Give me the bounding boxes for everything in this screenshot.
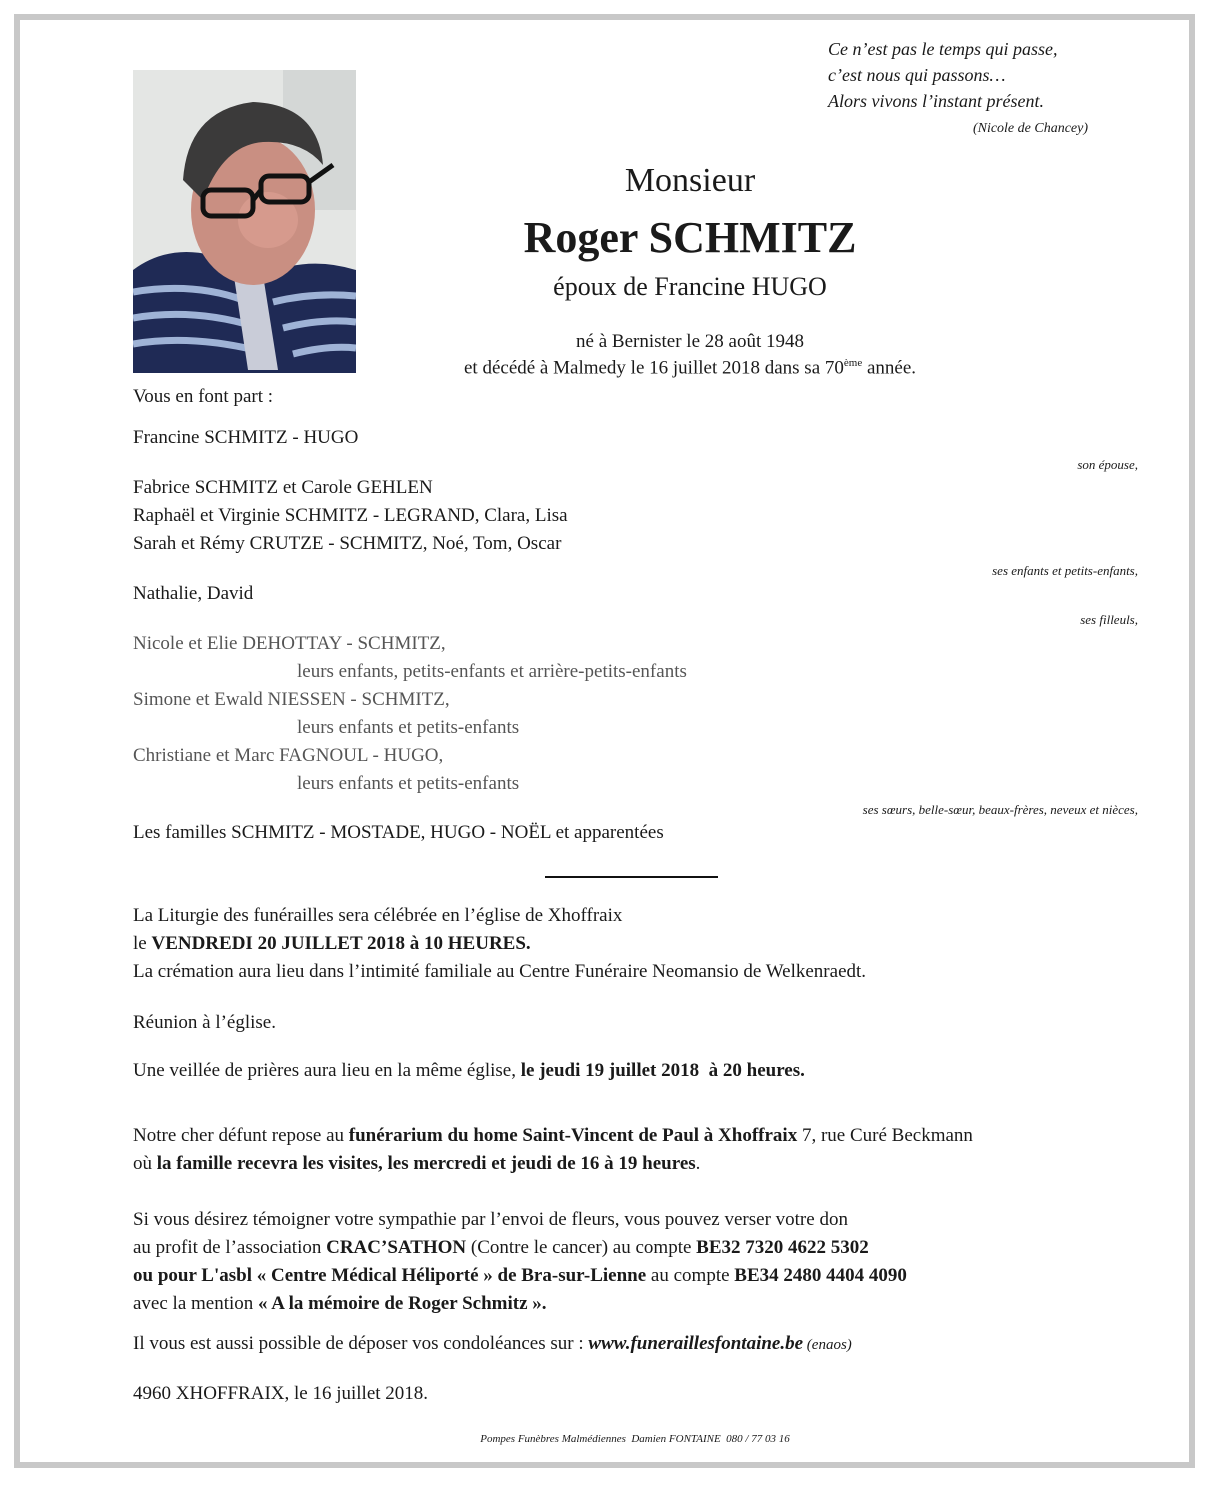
vigil-text: Une veillée de prières aura lieu en la même église, — [133, 1060, 521, 1081]
sibling-names: Simone et Ewald NIESSEN - SCHMITZ, — [133, 689, 450, 710]
child-line: Sarah et Rémy CRUTZE - SCHMITZ, Noé, Tom, Oscar — [133, 533, 562, 554]
divider — [545, 876, 718, 878]
sibling-names: Nicole et Elie DEHOTTAY - SCHMITZ, — [133, 633, 446, 654]
quote — [828, 36, 1057, 114]
announce-intro: Vous en font part : — [133, 386, 274, 407]
donation-line-4 — [133, 1293, 547, 1315]
death-line — [380, 357, 1000, 379]
donation-text: au profit de l’association — [133, 1237, 327, 1258]
death-text: et décédé à Malmedy le 16 juillet 2018 dans sa 70 — [463, 357, 844, 379]
visits-end: . — [695, 1153, 701, 1174]
donation-account: BE34 2480 4404 4090 — [734, 1265, 907, 1286]
donation-assoc: CRAC’SATHON — [326, 1237, 467, 1258]
funeral-line-3: La crémation aura lieu dans l’intimité familiale au Centre Funéraire Neomansio de Welkenraedt. — [133, 961, 867, 982]
deceased-name: Roger SCHMITZ — [523, 213, 857, 262]
portrait-photo — [133, 70, 356, 373]
donation-account: BE32 7320 4622 5302 — [696, 1237, 869, 1258]
funeral-line-1: La Liturgie des funérailles sera célébrée en l’église de Xhoffraix — [133, 905, 623, 926]
sibling-names: Christiane et Marc FAGNOUL - HUGO, — [133, 745, 444, 766]
child-line: Raphaël et Virginie SCHMITZ - LEGRAND, Clara, Lisa — [133, 505, 568, 526]
condolences-link[interactable]: www.funeraillesfontaine.be — [588, 1333, 804, 1354]
donation-assoc: ou pour L'asbl « Centre Médical Héliporté » de Bra-sur-Lienne — [133, 1265, 647, 1286]
vigil-line — [133, 1060, 805, 1082]
godchildren: Nathalie, David — [133, 583, 254, 604]
sibling-desc: leurs enfants et petits-enfants — [297, 717, 520, 738]
donation-line-2 — [133, 1237, 869, 1259]
donation-line-1: Si vous désirez témoigner votre sympathie par l’envoi de fleurs, vous pouvez verser votre don — [133, 1209, 848, 1230]
children-role: ses enfants et petits-enfants, — [992, 563, 1138, 578]
donation-text: (Contre le cancer) au compte — [466, 1237, 697, 1258]
funeral-prefix: le — [133, 933, 152, 954]
siblings-role: ses sœurs, belle-sœur, beaux-frères, neveux et nièces, — [862, 802, 1138, 817]
visits-place: funérarium du home Saint-Vincent de Paul à Xhoffraix — [348, 1125, 798, 1146]
quote-line: Alors vivons l’instant présent. — [828, 91, 1044, 111]
vigil-date: le jeudi 19 juillet 2018 à 20 heures. — [520, 1060, 805, 1081]
sibling-desc: leurs enfants, petits-enfants et arrière-petits-enfants — [297, 661, 687, 682]
footer: Pompes Funèbres Malmédiennes Damien FONTAINE 080 / 77 03 16 — [480, 1433, 790, 1445]
godchildren-role: ses filleuls, — [1080, 612, 1138, 627]
quote-line: c’est nous qui passons… — [828, 65, 1006, 85]
visits-text: Notre cher défunt repose au — [133, 1125, 349, 1146]
donation-text: au compte — [646, 1265, 735, 1286]
visits-address: 7, rue Curé Beckmann — [797, 1125, 973, 1146]
donation-text: avec la mention — [133, 1293, 259, 1314]
spouse-name: Francine SCHMITZ - HUGO — [133, 427, 359, 448]
funeral-date: VENDREDI 20 JUILLET 2018 à 10 HEURES. — [151, 933, 531, 954]
place-date: 4960 XHOFFRAIX, le 16 juillet 2018. — [133, 1383, 429, 1404]
visits-text: où — [133, 1153, 157, 1174]
visits-line-1 — [133, 1125, 973, 1147]
spouse-line: époux de Francine HUGO — [553, 272, 827, 301]
condolences-suffix: (enaos) — [803, 1337, 852, 1353]
condolences-text: Il vous est aussi possible de déposer vos condoléances sur : — [133, 1333, 589, 1354]
portrait-icon — [133, 70, 356, 373]
sibling-desc: leurs enfants et petits-enfants — [297, 773, 520, 794]
funeral-line-2 — [133, 933, 531, 955]
birth-line: né à Bernister le 28 août 1948 — [576, 331, 804, 352]
condolences-line — [133, 1333, 852, 1355]
reunion-line: Réunion à l’église. — [133, 1012, 276, 1033]
death-superscript: ème — [843, 357, 863, 369]
visits-hours: la famille recevra les visites, les mercredi et jeudi de 16 à 19 heures — [156, 1153, 696, 1174]
child-line: Fabrice SCHMITZ et Carole GEHLEN — [133, 477, 433, 498]
families-line: Les familles SCHMITZ - MOSTADE, HUGO - NOËL et apparentées — [133, 822, 664, 843]
donation-line-3 — [133, 1265, 907, 1287]
quote-author: (Nicole de Chancey) — [972, 121, 1088, 136]
visits-line-2 — [133, 1153, 700, 1175]
salutation: Monsieur — [624, 162, 756, 199]
quote-line: Ce n’est pas le temps qui passe, — [828, 39, 1058, 59]
donation-mention: « A la mémoire de Roger Schmitz ». — [258, 1293, 547, 1314]
death-suffix: année. — [862, 357, 917, 379]
spouse-role: son épouse, — [1077, 457, 1138, 472]
